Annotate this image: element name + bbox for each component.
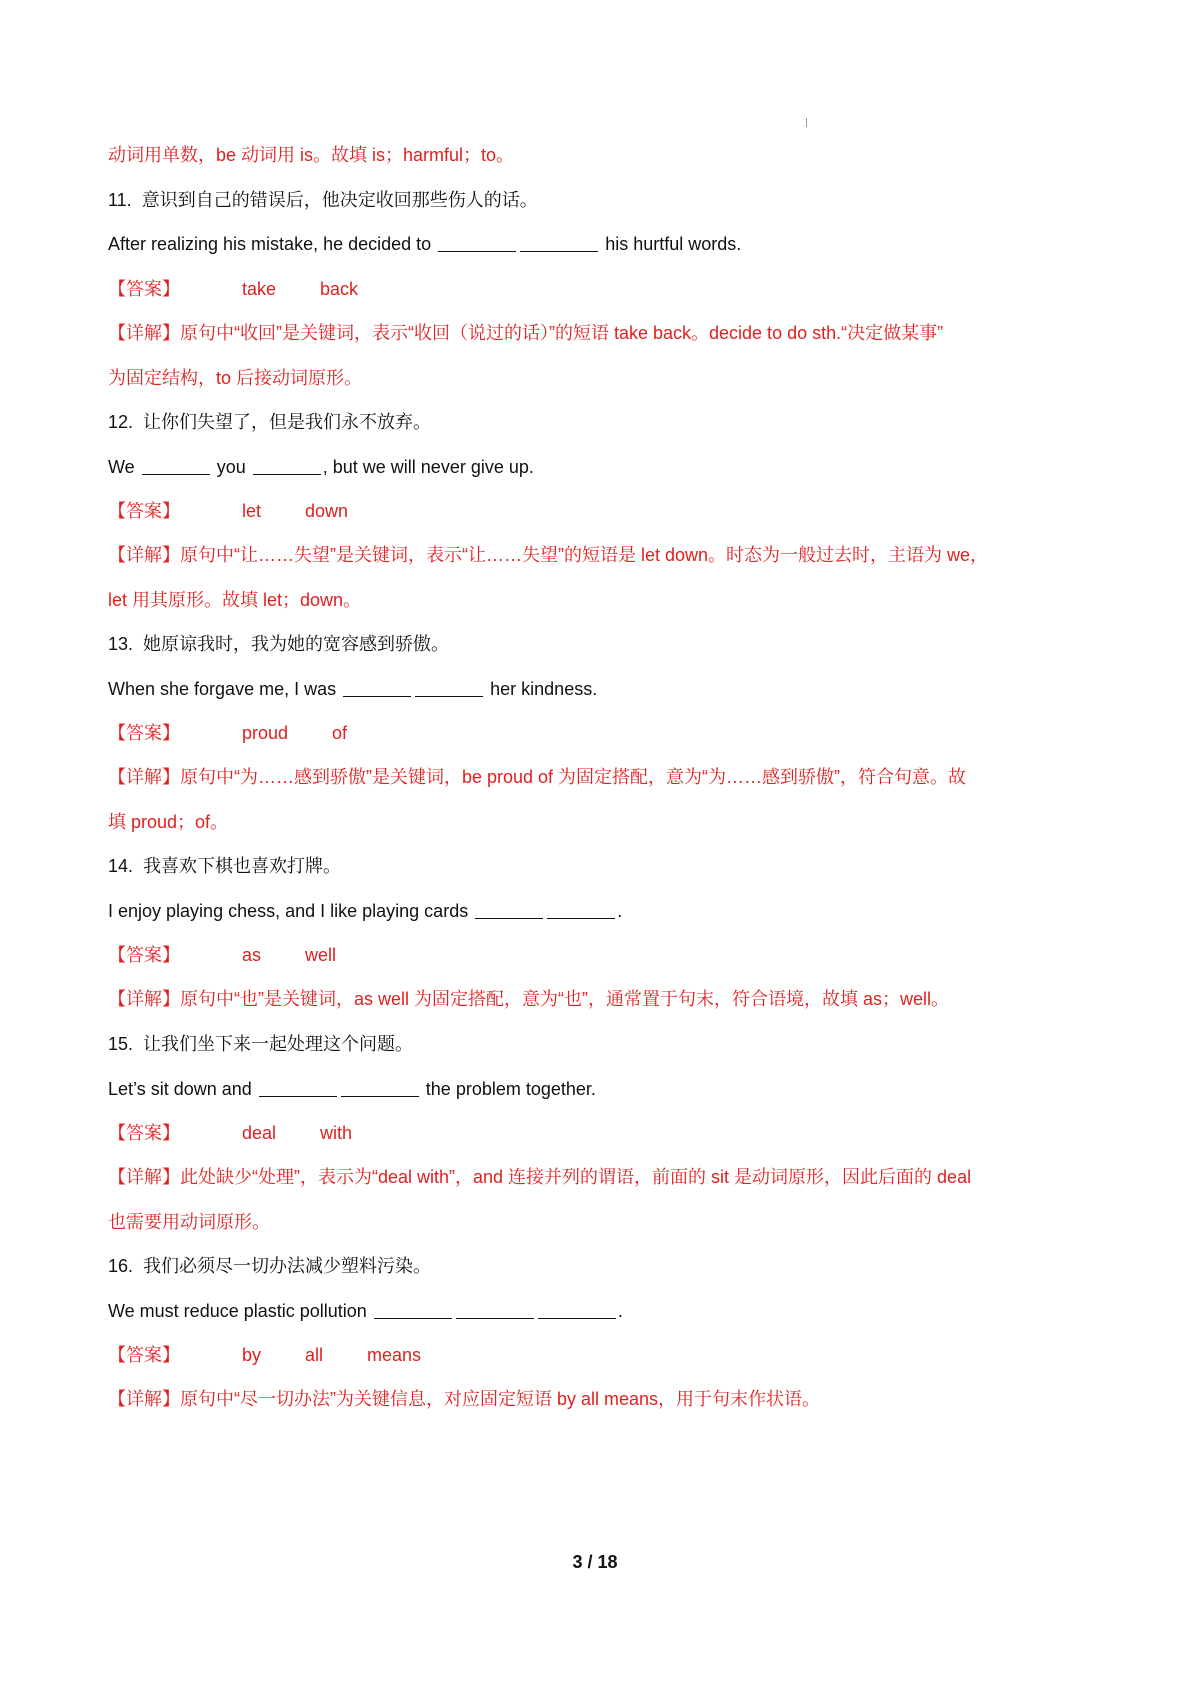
page-number: 3 / 18 [572, 1552, 618, 1572]
answer-word: take [242, 279, 277, 299]
sentence-end: her kindness. [490, 679, 598, 699]
question-12-answer [108, 499, 392, 523]
answer-word: with [320, 1123, 353, 1143]
question-16-answer [108, 1343, 465, 1367]
sentence-end: the problem together. [425, 1079, 596, 1099]
question-number: 14. [108, 856, 134, 876]
question-13-english [108, 677, 597, 701]
question-prompt: 让你们失望了，但是我们永不放弃。 [143, 412, 432, 432]
answer-word: as [242, 945, 262, 965]
answer-word: deal [242, 1123, 277, 1143]
question-14-chinese [108, 854, 341, 878]
answer-word: down [305, 501, 349, 521]
blank [547, 902, 615, 919]
question-14-answer [108, 943, 380, 967]
answer-word: let [242, 501, 262, 521]
question-12-explanation-line-2: let 用其原形。故填 let；down。 [108, 590, 362, 610]
question-11-answer [108, 277, 402, 301]
blank [538, 1302, 616, 1319]
question-15-english [108, 1077, 596, 1101]
question-15-answer [108, 1121, 396, 1145]
question-16-english [108, 1299, 623, 1323]
question-prompt: 意识到自己的错误后，他决定收回那些伤人的话。 [141, 190, 538, 210]
question-prompt: 我们必须尽一切办法减少塑料污染。 [143, 1256, 432, 1276]
sentence-start: I enjoy playing chess, and I like playing cards [108, 901, 469, 921]
sentence-start: After realizing his mistake, he decided to [108, 234, 432, 254]
question-number: 16. [108, 1256, 134, 1276]
answer-label: 【答案】 [108, 945, 180, 965]
question-12-chinese [108, 410, 431, 434]
answer-word: well [305, 945, 337, 965]
answer-label: 【答案】 [108, 279, 180, 299]
sentence-start: Let’s sit down and [108, 1079, 252, 1099]
question-number: 12. [108, 412, 134, 432]
question-number: 13. [108, 634, 134, 654]
question-prompt: 让我们坐下来一起处理这个问题。 [143, 1034, 414, 1054]
question-11-explanation-line-1: 【详解】原句中“收回”是关键词，表示“收回（说过的话）”的短语 take back。decide to do sth.“决定做某事” [108, 323, 944, 343]
blank [259, 1080, 337, 1097]
answer-label: 【答案】 [108, 1123, 180, 1143]
blank [520, 235, 598, 252]
question-15-explanation-line-2: 也需要用动词原形。 [108, 1212, 270, 1232]
question-12-explanation-line-1: 【详解】原句中“让……失望”是关键词，表示“让……失望”的短语是 let down。时态为一般过去时，主语为 we， [108, 545, 989, 565]
question-11-explanation-line-2: 为固定结构，to 后接动词原形。 [108, 368, 363, 388]
answer-label: 【答案】 [108, 723, 180, 743]
question-15-chinese [108, 1032, 413, 1056]
sentence-part: you [216, 457, 246, 477]
question-13-answer [108, 721, 391, 745]
question-12-english [108, 455, 534, 479]
explanation-continuation: 动词用单数，be 动词用 is。故填 is；harmful；to。 [108, 145, 515, 165]
answer-label: 【答案】 [108, 501, 180, 521]
header-mark [806, 118, 807, 127]
question-16-explanation-line-1: 【详解】原句中“尽一切办法”为关键信息，对应固定短语 by all means，用于句末作状语。 [108, 1389, 821, 1409]
answer-word: all [305, 1345, 324, 1365]
question-prompt: 她原谅我时，我为她的宽容感到骄傲。 [143, 634, 450, 654]
blank [374, 1302, 452, 1319]
blank [475, 902, 543, 919]
blank [142, 458, 210, 475]
sentence-end: . [617, 901, 623, 921]
question-14-explanation-line-1: 【详解】原句中“也”是关键词，as well 为固定搭配，意为“也”，通常置于句末，符合语境，故填 as；well。 [108, 989, 950, 1009]
question-number: 11. [108, 190, 132, 210]
sentence-part: We [108, 457, 135, 477]
question-11-chinese [108, 188, 538, 212]
question-prompt: 我喜欢下棋也喜欢打牌。 [143, 856, 342, 876]
question-11-english [108, 232, 741, 256]
answer-label: 【答案】 [108, 1345, 180, 1365]
question-number: 15. [108, 1034, 134, 1054]
sentence-end: . [617, 1301, 623, 1321]
sentence-end: his hurtful words. [605, 234, 742, 254]
blank [438, 235, 516, 252]
sentence-part: , but we will never give up. [322, 457, 534, 477]
sentence-start: When she forgave me, I was [108, 679, 337, 699]
sentence-start: We must reduce plastic pollution [108, 1301, 367, 1321]
answer-word: means [367, 1345, 422, 1365]
question-13-explanation-line-2: 填 proud；of。 [108, 812, 229, 832]
blank [415, 680, 483, 697]
answer-word: proud [242, 723, 289, 743]
question-16-chinese [108, 1254, 431, 1278]
answer-word: of [332, 723, 348, 743]
question-15-explanation-line-1: 【详解】此处缺少“处理”，表示为“deal with”，and 连接并列的谓语，前面的 sit 是动词原形，因此后面的 deal [108, 1167, 972, 1187]
blank [343, 680, 411, 697]
question-13-explanation-line-1: 【详解】原句中“为……感到骄傲”是关键词，be proud of 为固定搭配，意为“为……感到骄傲”，符合句意。故 [108, 767, 967, 787]
question-13-chinese [108, 632, 449, 656]
blank [341, 1080, 419, 1097]
answer-word: back [320, 279, 359, 299]
blank [253, 458, 321, 475]
answer-word: by [242, 1345, 262, 1365]
question-14-english [108, 899, 622, 923]
blank [456, 1302, 534, 1319]
